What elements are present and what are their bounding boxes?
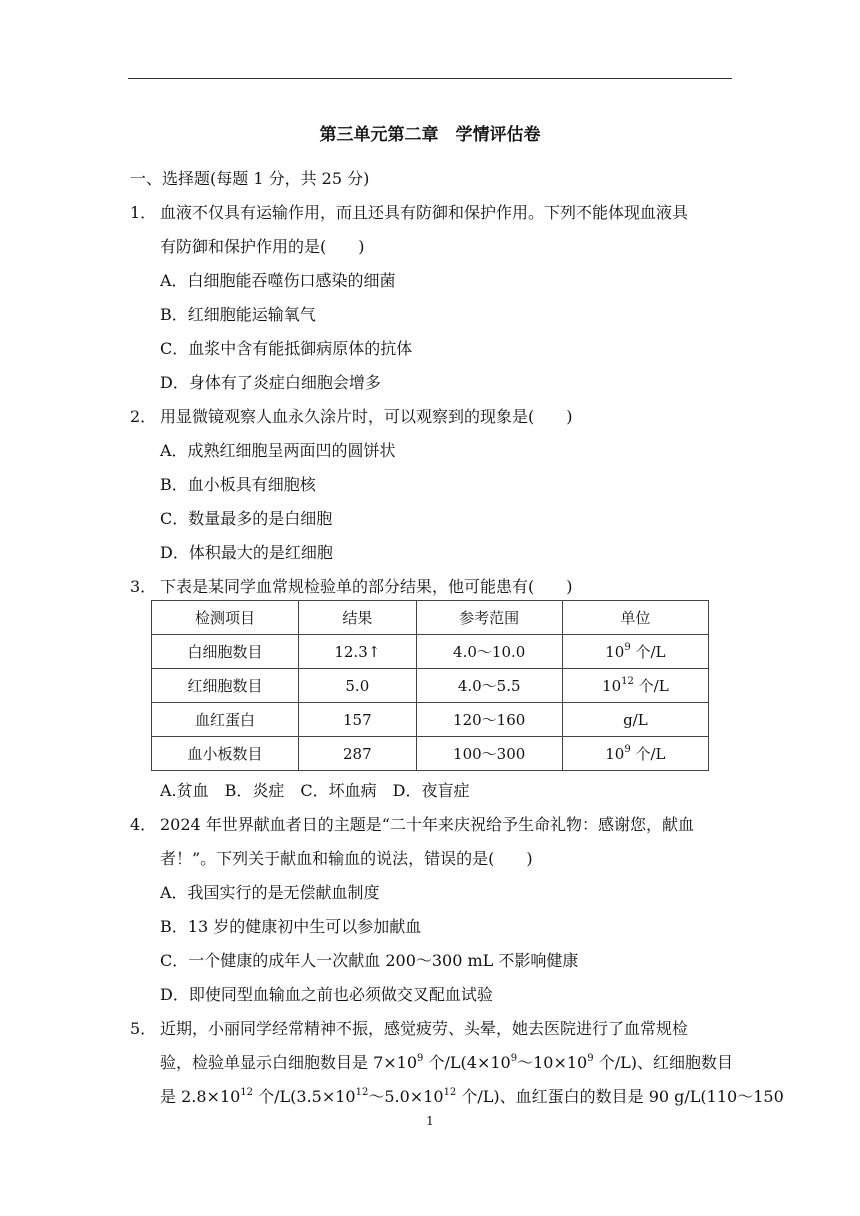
question-2	[130, 406, 573, 428]
header-rule	[128, 78, 732, 79]
table-cell: 4.0～5.5	[416, 669, 562, 703]
question-1-option-a: A．白细胞能吞噬伤口感染的细菌	[160, 271, 396, 290]
question-number: 5．	[130, 1019, 157, 1038]
question-2-stem: 用显微镜观察人血永久涂片时，可以观察到的现象是( )	[160, 407, 573, 426]
question-4-option-b: B．13 岁的健康初中生可以参加献血	[160, 917, 422, 936]
question-5-stem-line3: 是 $2.8\times 10^{12}$ 个$/L(3.5\times 10^{12}\sim 5.0\times 10^{12}$ 个/L)、血红蛋白的数目是 90 g/L(110～150	[160, 1086, 784, 1106]
table-row	[152, 635, 709, 669]
question-5	[130, 1018, 688, 1040]
table-cell-unit: $10^9$ 个/L	[562, 737, 708, 771]
table-cell: 4.0～10.0	[416, 635, 562, 669]
table-cell-unit: $10^9$ 个/L	[562, 635, 708, 669]
question-2-option-a: A．成熟红细胞呈两面凹的圆饼状	[160, 441, 396, 460]
table-cell: 120～160	[416, 703, 562, 737]
question-1-option-b: B．红细胞能运输氧气	[160, 305, 316, 324]
question-4-option-c: C．一个健康的成年人一次献血 200～300 mL 不影响健康	[160, 951, 579, 970]
table-cell: 红细胞数目	[152, 669, 299, 703]
table-cell: 5.0	[299, 669, 417, 703]
blood-test-table	[151, 600, 709, 771]
question-number: 1．	[130, 203, 157, 222]
question-1	[130, 202, 688, 224]
table-header: 参考范围	[416, 601, 562, 635]
table-cell-unit: g/L	[562, 703, 708, 737]
question-1-stem-line1: 血液不仅具有运输作用，而且还具有防御和保护作用。下列不能体现血液具	[160, 203, 689, 222]
table-cell: 12.3↑	[299, 635, 417, 669]
question-5-stem-line2: 验，检验单显示白细胞数目是 $7\times 10^9$ 个$/L(4\times 10^9\sim 10\times 10^9$ 个/L)、红细胞数目	[160, 1052, 733, 1072]
question-4	[130, 814, 694, 836]
page-number: 1	[426, 1114, 434, 1128]
page-title: 第三单元第二章 学情评估卷	[319, 125, 541, 145]
question-2-option-c: C．数量最多的是白细胞	[160, 509, 333, 528]
table-cell: 100～300	[416, 737, 562, 771]
question-3-stem: 下表是某同学血常规检验单的部分结果，他可能患有( )	[160, 577, 573, 596]
question-1-stem-line2: 有防御和保护作用的是( )	[160, 237, 365, 256]
question-number: 4．	[130, 815, 157, 834]
table-cell: 血小板数目	[152, 737, 299, 771]
question-2-option-b: B．血小板具有细胞核	[160, 475, 316, 494]
question-4-stem-line2: 者！”。下列关于献血和输血的说法，错误的是( )	[160, 849, 533, 868]
question-1-option-c: C．血浆中含有能抵御病原体的抗体	[160, 339, 413, 358]
table-header-row	[152, 601, 709, 635]
section-heading: 一、选择题(每题 1 分，共 25 分)	[130, 169, 370, 188]
question-number: 3．	[130, 577, 157, 596]
question-4-option-d: D．即使同型血输血之前也必须做交叉配血试验	[160, 985, 493, 1004]
table-cell: 血红蛋白	[152, 703, 299, 737]
table-header: 单位	[562, 601, 708, 635]
table-cell: 157	[299, 703, 417, 737]
question-3-options: A.贫血 B．炎症 C．坏血病 D．夜盲症	[160, 781, 470, 800]
table-row	[152, 669, 709, 703]
question-4-stem-line1: 2024 年世界献血者日的主题是“二十年来庆祝给予生命礼物：感谢您，献血	[160, 815, 694, 834]
question-2-option-d: D．体积最大的是红细胞	[160, 543, 333, 562]
table-cell: 287	[299, 737, 417, 771]
question-5-stem-line1: 近期，小丽同学经常精神不振，感觉疲劳、头晕，她去医院进行了血常规检	[160, 1019, 689, 1038]
table-row	[152, 737, 709, 771]
table-header: 结果	[299, 601, 417, 635]
question-1-option-d: D．身体有了炎症白细胞会增多	[160, 373, 381, 392]
table-cell: 白细胞数目	[152, 635, 299, 669]
table-cell-unit: $10^{12}$ 个/L	[562, 669, 708, 703]
table-header: 检测项目	[152, 601, 299, 635]
question-3	[130, 576, 573, 598]
question-4-option-a: A．我国实行的是无偿献血制度	[160, 883, 380, 902]
table-row	[152, 703, 709, 737]
question-number: 2．	[130, 407, 157, 426]
